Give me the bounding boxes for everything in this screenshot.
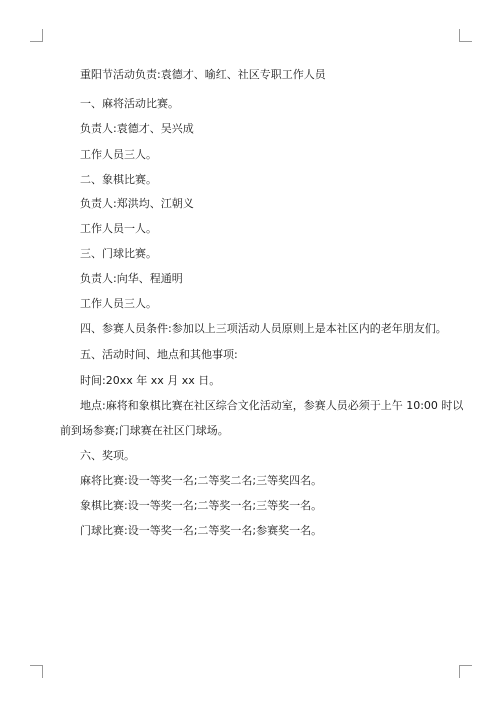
mahjong-leaders-line: 负责人:袁德才、吴兴成 [80, 122, 194, 135]
section-awards-heading: 六、奖项。 [80, 449, 135, 462]
activity-leaders-line: 重阳节活动负责:袁德才、喻红、社区专职工作人员 [80, 68, 326, 81]
section-participant-conditions: 四、参赛人员条件:参加以上三项活动人员原则上是本社区内的老年朋友们。 [80, 322, 447, 335]
mahjong-awards-line: 麻将比赛:设一等奖一名;二等奖二名;三等奖四名。 [80, 474, 323, 487]
mahjong-staff-line: 工作人员三人。 [80, 148, 157, 161]
section-chess-heading: 二、象棋比赛。 [80, 173, 157, 186]
section-mahjong-heading: 一、麻将活动比赛。 [80, 97, 179, 110]
gateball-staff-line: 工作人员三人。 [80, 297, 157, 310]
place-line: 地点:麻将和象棋比赛在社区综合文化活动室，参赛人员必须于上午 10:00 时以 [80, 399, 464, 412]
section-gateball-heading: 三、门球比赛。 [80, 247, 157, 260]
section-time-place-heading: 五、活动时间、地点和其他事项: [80, 348, 238, 361]
place-line-continued: 前到场参赛;门球赛在社区门球场。 [60, 424, 229, 437]
gateball-leaders-line: 负责人:向华、程通明 [80, 272, 183, 285]
chess-leaders-line: 负责人:郑洪均、江朝义 [80, 197, 194, 210]
chess-staff-line: 工作人员一人。 [80, 222, 157, 235]
time-line: 时间:20xx 年 xx 月 xx 日。 [80, 374, 221, 387]
chess-awards-line: 象棋比赛:设一等奖一名;二等奖一名;三等奖一名。 [80, 499, 323, 512]
gateball-awards-line: 门球比赛:设一等奖一名;二等奖一名;参赛奖一名。 [80, 524, 323, 537]
